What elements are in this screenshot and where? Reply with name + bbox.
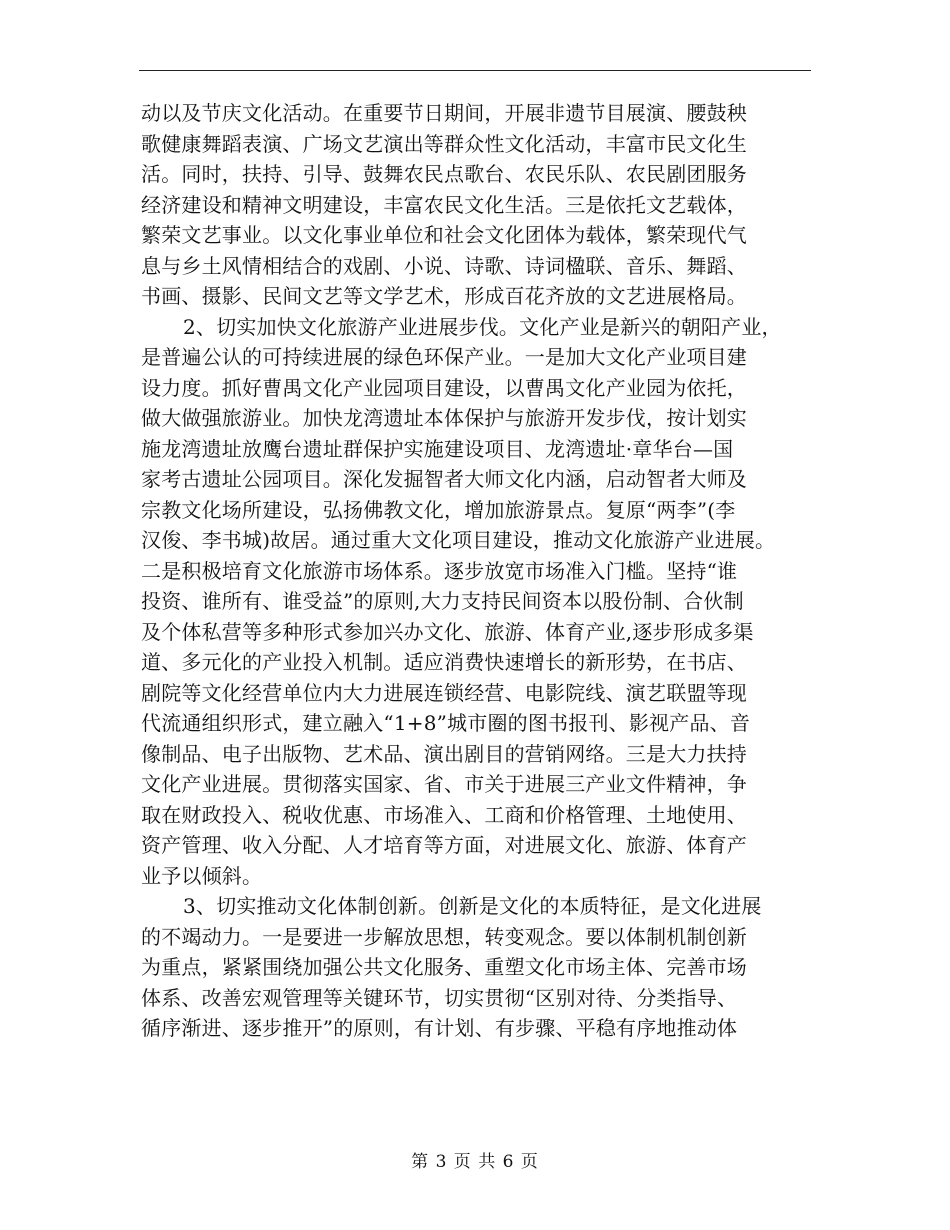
text-line: 2、切实加快文化旅游产业进展步伐。文化产业是新兴的朝阳产业， [183, 314, 782, 339]
paragraph [141, 891, 831, 1044]
text-line: 为重点，紧紧围绕加强公共文化服务、重塑文化市场主体、完善市场 [141, 955, 747, 979]
text-line: 经济建设和精神文明建设，丰富农民文化生活。三是依托文艺载体， [141, 192, 747, 217]
text-line: 代流通组织形式，建立融入“1+8”城市圈的图书报刊、影视产品、音 [141, 711, 751, 735]
text-line: 的不竭动力。一是要进一步解放思想，转变观念。要以体制机制创新 [141, 924, 747, 949]
text-line: 像制品、电子出版物、艺术品、演出剧目的营销网络。三是大力扶持 [141, 741, 747, 766]
text-line: 二是积极培育文化旅游市场体系。逐步放宽市场准入门槛。坚持“谁 [141, 558, 738, 583]
page-footer: 第 3 页 共 6 页 [411, 1152, 539, 1172]
text-line: 道、多元化的产业投入机制。适应消费快速增长的新形势，在书店、 [141, 650, 747, 674]
text-line: 活。同时，扶持、引导、鼓舞农民点歌台、农民乐队、农民剧团服务 [141, 162, 747, 186]
text-line: 汉俊、李书城)故居。通过重大文化项目建设，推动文化旅游产业进展。 [141, 528, 776, 552]
text-line: 是普遍公认的可持续进展的绿色环保产业。一是加大文化产业项目建 [141, 345, 747, 369]
text-line: 动以及节庆文化活动。在重要节日期间，开展非遗节目展演、腰鼓秧 [141, 101, 747, 125]
document-body [141, 98, 831, 1044]
text-line: 做大做强旅游业。加快龙湾遗址本体保护与旅游开发步伐，按计划实 [141, 406, 747, 430]
header-rule [139, 70, 811, 71]
text-line: 投资、谁所有、谁受益”的原则,大力支持民间资本以股份制、合伙制 [141, 589, 744, 613]
text-line: 业予以倾斜。 [141, 863, 263, 888]
text-line: 家考古遗址公园项目。深化发掘智者大师文化内涵，启动智者大师及 [141, 467, 747, 491]
text-line: 资产管理、收入分配、人才培育等方面，对进展文化、旅游、体育产 [141, 833, 747, 857]
text-line: 剧院等文化经营单位内大力进展连锁经营、电影院线、演艺联盟等现 [141, 680, 747, 705]
text-line: 设力度。抓好曹禺文化产业园项目建设，以曹禺文化产业园为依托， [141, 375, 747, 400]
text-line: 及个体私营等多种形式参加兴办文化、旅游、体育产业,逐步形成多渠 [141, 619, 754, 644]
text-line: 繁荣文艺事业。以文化事业单位和社会文化团体为载体，繁荣现代气 [141, 223, 747, 247]
text-line: 文化产业进展。贯彻落实国家、省、市关于进展三产业文件精神，争 [141, 772, 747, 796]
text-line: 宗教文化场所建设，弘扬佛教文化，增加旅游景点。复原“两李”(李 [141, 497, 736, 522]
paragraph [141, 98, 831, 312]
text-line: 3、切实推动文化体制创新。创新是文化的本质特征，是文化进展 [183, 894, 762, 918]
text-line: 息与乡土风情相结合的戏剧、小说、诗歌、诗词楹联、音乐、舞蹈、 [141, 253, 747, 278]
text-line: 体系、改善宏观管理等关键环节，切实贯彻“区别对待、分类指导、 [141, 985, 738, 1010]
text-line: 施龙湾遗址放鹰台遗址群保护实施建设项目、龙湾遗址·章华台—国 [141, 436, 734, 461]
text-line: 书画、摄影、民间文艺等文学艺术，形成百花齐放的文艺进展格局。 [141, 284, 747, 308]
text-line: 歌健康舞蹈表演、广场文艺演出等群众性文化活动，丰富市民文化生 [141, 131, 747, 156]
text-line: 取在财政投入、税收优惠、市场准入、工商和价格管理、土地使用、 [141, 802, 747, 827]
text-line: 循序渐进、逐步推开”的原则，有计划、有步骤、平稳有序地推动体 [141, 1016, 738, 1040]
paragraph [141, 312, 831, 892]
